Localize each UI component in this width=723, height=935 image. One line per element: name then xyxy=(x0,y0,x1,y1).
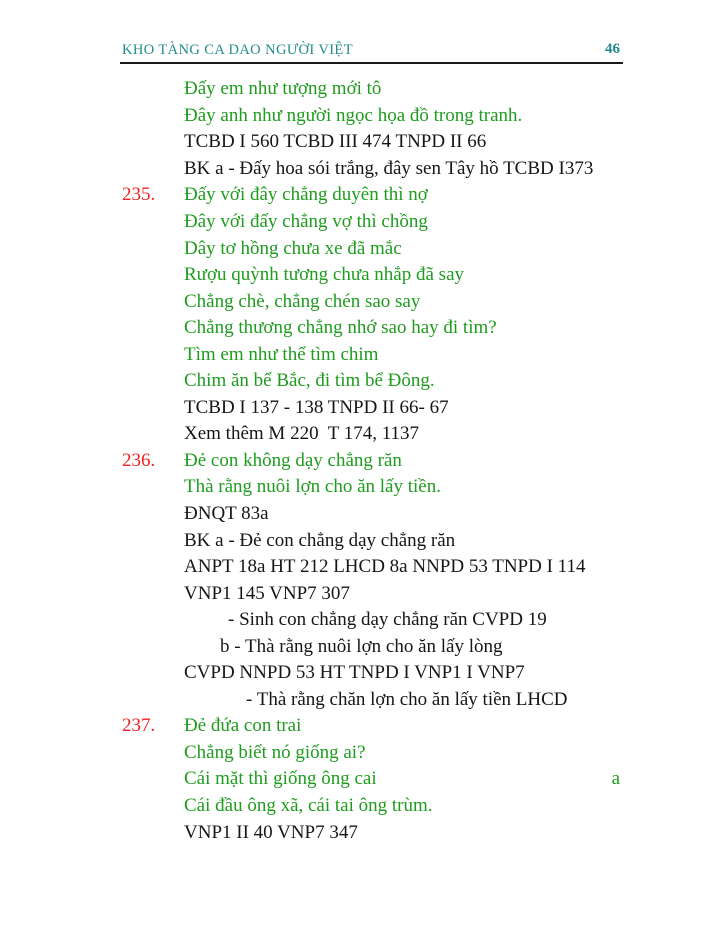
verse-line: Rượu quỳnh tương chưa nhắp đã say xyxy=(184,264,464,286)
text-line xyxy=(122,315,623,342)
verse-line: Đẻ con không dạy chẳng răn xyxy=(184,449,402,471)
text-line xyxy=(122,103,623,130)
text-line xyxy=(122,209,623,236)
entry-number: 237. xyxy=(122,715,156,737)
text-line xyxy=(122,288,623,315)
reference-line: VNP1 145 VNP7 307 xyxy=(184,582,350,604)
verse-line: Chim ăn bể Bắc, đi tìm bể Đông. xyxy=(184,370,435,392)
reference-line: b - Thà rằng nuôi lợn cho ăn lấy lòng xyxy=(220,635,503,657)
verse-line: Thà rằng nuôi lợn cho ăn lấy tiền. xyxy=(184,476,441,498)
verse-line: Cái mặt thì giống ông cai xyxy=(184,768,377,790)
reference-line: TCBD I 137 - 138 TNPD II 66- 67 xyxy=(184,396,449,418)
text-line xyxy=(122,633,623,660)
content-lines xyxy=(122,76,623,846)
text-line xyxy=(122,766,623,793)
text-line xyxy=(122,474,623,501)
text-line xyxy=(122,76,623,103)
text-line xyxy=(122,368,623,395)
reference-line: TCBD I 560 TCBD III 474 TNPD II 66 xyxy=(184,131,487,153)
verse-line: Đấy em như tượng mới tô xyxy=(184,78,382,100)
text-line xyxy=(122,262,623,289)
running-title: KHO TÀNG CA DAO NGƯỜI VIỆT xyxy=(122,42,353,58)
text-line xyxy=(122,421,623,448)
verse-line: Chẳng biết nó giống ai? xyxy=(184,741,366,763)
verse-line: Chẳng chè, chẳng chén sao say xyxy=(184,290,421,312)
verse-line: Cái đầu ông xã, cái tai ông trùm. xyxy=(184,795,433,817)
text-line xyxy=(122,713,623,740)
text-line xyxy=(122,156,623,183)
text-line xyxy=(122,580,623,607)
reference-line: ANPT 18a HT 212 LHCD 8a NNPD 53 TNPD I 114 xyxy=(184,556,586,578)
text-line xyxy=(122,235,623,262)
verse-line: Chẳng thương chẳng nhớ sao hay đi tìm? xyxy=(184,317,497,339)
text-line xyxy=(122,448,623,475)
entry-number: 236. xyxy=(122,449,156,471)
reference-line: BK a - Đẻ con chẳng dạy chẳng răn xyxy=(184,529,456,551)
verse-line: Đẻ đứa con trai xyxy=(184,715,302,737)
page-number: 46 xyxy=(605,41,620,57)
text-line xyxy=(122,819,623,846)
text-line xyxy=(122,527,623,554)
reference-line: Xem thêm M 220 T 174, 1137 xyxy=(184,423,420,445)
text-line xyxy=(122,182,623,209)
text-line xyxy=(122,129,623,156)
reference-line: ĐNQT 83a xyxy=(184,503,269,525)
reference-line: - Thà rằng chăn lợn cho ăn lấy tiền LHCD xyxy=(246,688,568,710)
verse-line: Đây anh như người ngọc họa đồ trong tranh. xyxy=(184,104,523,126)
verse-line: Tìm em như thể tìm chim xyxy=(184,343,379,365)
reference-line: VNP1 II 40 VNP7 347 xyxy=(184,821,358,843)
text-line xyxy=(122,501,623,528)
entry-number: 235. xyxy=(122,184,156,206)
text-line xyxy=(122,793,623,820)
variant-marker: a xyxy=(611,768,620,790)
text-line xyxy=(122,687,623,714)
reference-line: - Sinh con chẳng dạy chẳng răn CVPD 19 xyxy=(228,609,547,631)
text-line xyxy=(122,607,623,634)
verse-line: Đây với đấy chẳng vợ thì chồng xyxy=(184,211,428,232)
text-line xyxy=(122,395,623,422)
text-line xyxy=(122,341,623,368)
reference-line: BK a - Đấy hoa sói trắng, đây sen Tây hồ TCBD I373 xyxy=(184,157,594,179)
text-line xyxy=(122,554,623,581)
reference-line: CVPD NNPD 53 HT TNPD I VNP1 I VNP7 xyxy=(184,662,525,684)
verse-line: Dây tơ hồng chưa xe đã mắc xyxy=(184,237,402,259)
header-rule xyxy=(120,62,623,64)
verse-line: Đấy với đây chẳng duyên thì nợ xyxy=(184,184,428,206)
text-line xyxy=(122,740,623,767)
text-line xyxy=(122,660,623,687)
